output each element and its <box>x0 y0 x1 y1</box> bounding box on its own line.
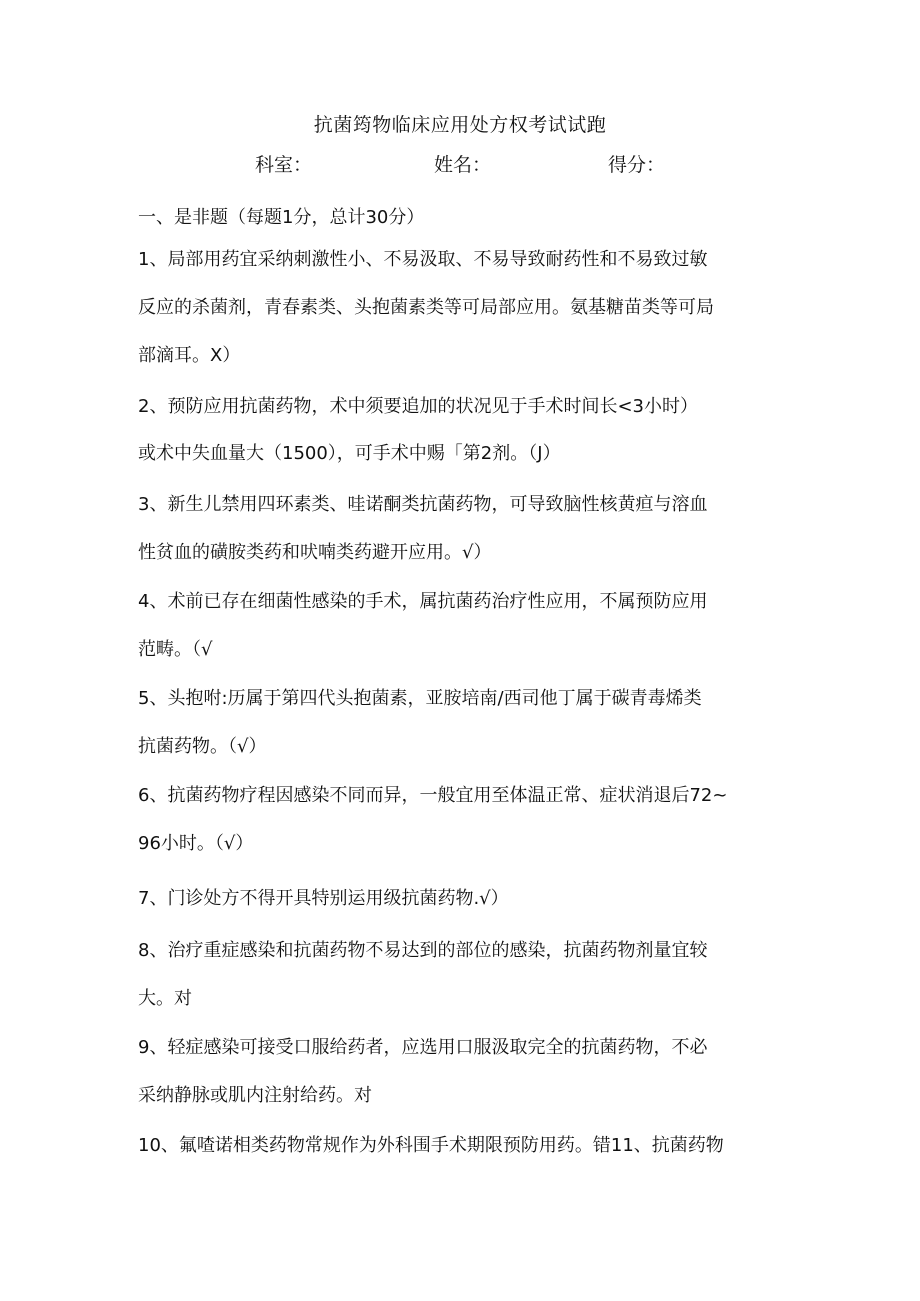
question-3-line-1: 3、新生儿禁用四环素类、哇诺酮类抗菌药物，可导致脑性核黄疸与溶血 <box>138 494 708 515</box>
document-title: 抗菌筠物临床应用处方权考试试跑 <box>313 114 607 136</box>
question-5-line-2: 抗菌药物。（√） <box>138 736 267 757</box>
question-4-line-2: 范畴。（√ <box>138 639 213 660</box>
section-heading: 一、是非题（每题1分，总计30分） <box>138 207 425 228</box>
question-4-line-1: 4、术前已存在细菌性感染的手术，属抗菌药治疗性应用，不属预防应用 <box>138 591 708 612</box>
question-8-line-2: 大。对 <box>138 988 192 1009</box>
question-2-line-1: 2、预防应用抗菌药物，术中须要追加的状况见于手术时间长<3小时） <box>138 396 698 417</box>
score-label: 得分： <box>608 154 666 176</box>
question-1-line-1: 1、局部用药宜采纳刺激性小、不易汲取、不易导致耐药性和不易致过敏 <box>138 249 708 270</box>
question-10-line-1: 10、氟喳诺相类药物常规作为外科围手术期限预防用药。错11、抗菌药物 <box>138 1135 724 1156</box>
question-9-line-2: 采纳静脉或肌内注射给药。对 <box>138 1085 372 1106</box>
question-2-line-2: 或术中失血量大（1500），可手术中赐「第2剂。（J） <box>138 443 561 464</box>
question-8-line-1: 8、治疗重症感染和抗菌药物不易达到的部位的感染，抗菌药物剂量宜较 <box>138 940 708 961</box>
department-label: 科室： <box>255 154 313 176</box>
name-label: 姓名： <box>434 154 492 176</box>
question-9-line-1: 9、轻症感染可接受口服给药者，应选用口服汲取完全的抗菌药物，不必 <box>138 1037 708 1058</box>
question-6-line-1: 6、抗菌药物疗程因感染不同而异，一般宜用至体温正常、症状消退后72~ <box>138 785 728 806</box>
question-3-line-2: 性贫血的磺胺类药和吠喃类药避开应用。√） <box>138 542 492 563</box>
question-6-line-2: 96小时。（√） <box>138 833 254 854</box>
question-1-line-3: 部滴耳。X） <box>138 345 241 366</box>
question-7-line-1: 7、门诊处方不得开具特别运用级抗菌药物.√） <box>138 888 509 909</box>
header-fields <box>0 150 920 178</box>
question-1-line-2: 反应的杀菌剂，青春素类、头抱菌素类等可局部应用。氨基糖苗类等可局 <box>138 297 714 318</box>
question-5-line-1: 5、头抱咐:历属于第四代头抱菌素，亚胺培南/西司他丁属于碳青毒烯类 <box>138 688 702 709</box>
